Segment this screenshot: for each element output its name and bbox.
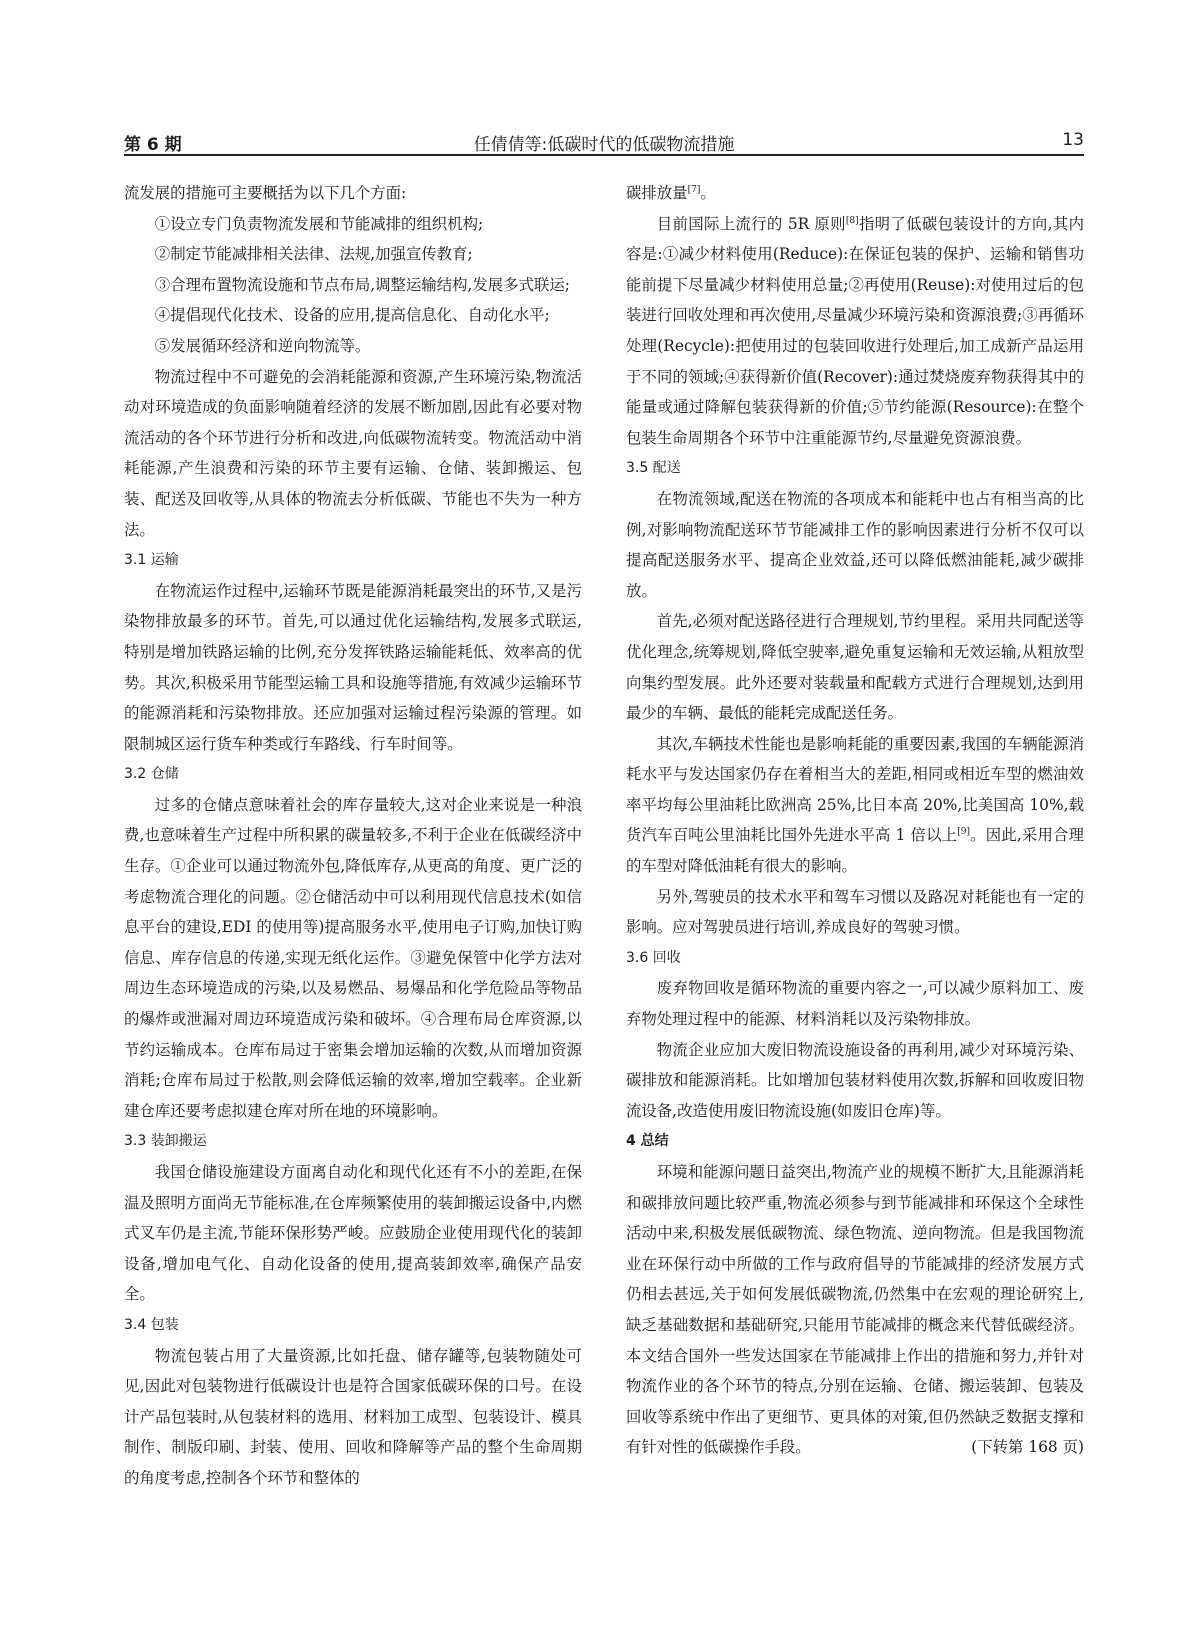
section-heading: 3.5 配送 bbox=[626, 460, 681, 477]
paragraph: 物流过程中不可避免的会消耗能源和资源,产生环境污染,物流活动对环境造成的负面影响随着经济的发展不断加剧,因此有必要对物流活动的各个环节进行分析和改进,向低碳物流转变。物流活动中消耗能源,产生浪费和污染的环节主要有运输、仓储、装卸搬运、包装、配送及回收等,从具体的物流去分析低碳、节能也不失为一种方法。 bbox=[124, 367, 582, 539]
paragraph bbox=[626, 209, 1084, 454]
citation: [8] bbox=[845, 215, 859, 226]
section-heading: 3.6 回收 bbox=[626, 949, 681, 966]
paragraph: 我国仓储设施建设方面离自动化和现代化还有不小的差距,在保温及照明方面尚无节能标准,在仓库频繁使用的装卸搬运设备中,内燃式叉车仍是主流,节能环保形势严峻。应鼓励企业使用现代化的装卸设备,增加电气化、自动化设备的使用,提高装卸效率,确保产品安全。 bbox=[124, 1163, 582, 1304]
paragraph: 在物流运作过程中,运输环节既是能源消耗最突出的环节,又是污染物排放最多的环节。首先,可以通过优化运输结构,发展多式联运,特别是增加铁路运输的比例,充分发挥铁路运输能耗低、效率高的优势。其次,积极采用节能型运输工具和设施等措施,有效减少运输环节的能源消耗和污染物排放。还应加强对运输过程污染源的管理。如限制城区运行货车种类或行车路线、行车时间等。 bbox=[124, 581, 582, 753]
list-item: ③合理布置物流设施和节点布局,调整运输结构,发展多式联运; bbox=[154, 275, 570, 294]
section-heading: 3.2 仓储 bbox=[124, 766, 179, 783]
paragraph bbox=[626, 1157, 1084, 1463]
continuation-note: (下转第 168 页) bbox=[971, 1438, 1084, 1457]
section-heading bbox=[626, 1126, 1084, 1157]
list-item: ①设立专门负责物流发展和节能减排的组织机构; bbox=[154, 214, 484, 233]
section-heading: 3.3 装卸搬运 bbox=[124, 1133, 207, 1150]
list-item: ⑤发展循环经济和逆向物流等。 bbox=[154, 336, 371, 355]
paragraph: 流发展的措施可主要概括为以下几个方面: bbox=[124, 184, 407, 202]
paragraph: 物流企业应加大废旧物流设施设备的再利用,减少对环境污染、碳排放和能源消耗。比如增加包装材料使用次数,拆解和回收废旧物流设备,改造使用废旧物流设施(如废旧仓库)等。 bbox=[626, 1040, 1084, 1120]
paragraph: 在物流领域,配送在物流的各项成本和能耗中也占有相当高的比例,对影响物流配送环节节能减排工作的影响因素进行分析不仅可以提高配送服务水平、提高企业效益,还可以降低燃油能耗,减少碳排放。 bbox=[626, 489, 1084, 600]
citation: [9] bbox=[957, 827, 970, 838]
issue-number: 第 6 期 bbox=[124, 135, 182, 155]
paragraph: 过多的仓储点意味着社会的库存量较大,这对企业来说是一种浪费,也意味着生产过程中所积累的碳量较多,不利于企业在低碳经济中生存。①企业可以通过物流外包,降低库存,从更高的角度、更广泛的考虑物流合理化的问题。②仓储活动中可以利用现代信息技术(如信息平台的建设,EDI 的使用等)提高服务水平,使用电子订购,加快订购信息、库存信息的传递,实现无纸化运作。③避免保管中化学方法对周边生态环境造成的污染,以及易燃品、易爆品和化学危险品等物品的爆炸或泄漏对周边环境造成污染和破坏。④合理布局仓库资源,以节约运输成本。仓库布局过于密集会增加运输的次数,从而增加资源消耗;仓库布局过于松散,则会降低运输的效率,增加空载率。企业新建仓库还要考虑拟建仓库对所在地的环境影响。 bbox=[124, 795, 582, 1120]
paragraph: 物流包装占用了大量资源,比如托盘、储存罐等,包装物随处可见,因此对包装物进行低碳设计也是符合国家低碳环保的口号。在设计产品包装时,从包装材料的选用、材料加工成型、包装设计、模具制作、制版印刷、封装、使用、回收和降解等产品的整个生命周期的角度考虑,控制各个环节和整体的 bbox=[124, 1346, 582, 1487]
paragraph: 首先,必须对配送路径进行合理规划,节约里程。采用共同配送等优化理念,统筹规划,降低空驶率,避免重复运输和无效运输,从粗放型向集约型发展。此外还要对装载量和配载方式进行合理规划,达到用最少的车辆、最低的能耗完成配送任务。 bbox=[626, 612, 1084, 723]
text: 环境和能源问题日益突出,物流产业的规模不断扩大,且能源消耗和碳排放问题比较严重,物流必须参与到节能减排和环保这个全球性活动中来,积极发展低碳物流、绿色物流、逆向物流。但是我国物流业在环保行动中所做的工作与政府倡导的节能减排的经济发展方式仍相去甚远,关于如何发展低碳物流,仍然集中在宏观的理论研究上,缺乏基础数据和基础研究,只能用节能减排的概念来代替低碳经济。本文结合国外一些发达国家在节能减排上作出的措施和努力,并针对物流作业的各个环节的特点,分别在运输、仓储、搬运装卸、包装及回收等系统中作出了更细节、更具体的对策,但仍然缺乏数据支撑和有针对性的低碳操作手段。 bbox=[626, 1163, 1084, 1457]
section-heading: 3.4 包装 bbox=[124, 1316, 179, 1333]
list-item: ④提倡现代化技术、设备的应用,提高信息化、自动化水平; bbox=[154, 306, 550, 325]
text: 目前国际上流行的 5R 原则 bbox=[656, 214, 846, 233]
section-title: 4 总结 bbox=[626, 1133, 669, 1150]
paragraph: 废弃物回收是循环物流的重要内容之一,可以减少原料加工、废弃物处理过程中的能源、材料消耗以及污染物排放。 bbox=[626, 979, 1084, 1029]
text: 其次,车辆技术性能也是影响耗能的重要因素,我国的车辆能源消耗水平与发达国家仍存在着相当大的差距,相同或相近车型的燃油效率平均每公里油耗比欧洲高 25%,比日本高 20%,比美国高 10%,载货汽车百吨公里油耗比国外先进水平高 1 倍以上 bbox=[626, 734, 1084, 845]
paragraph bbox=[626, 729, 1084, 882]
list-item: ②制定节能减排相关法律、法规,加强宣传教育; bbox=[154, 245, 473, 264]
paragraph bbox=[626, 178, 1084, 209]
right-column bbox=[626, 178, 1084, 1463]
page-number: 13 bbox=[1062, 130, 1084, 150]
citation: [7] bbox=[687, 184, 701, 195]
section-heading: 3.1 运输 bbox=[124, 552, 179, 569]
text: 。 bbox=[700, 184, 716, 202]
running-header bbox=[124, 128, 1084, 155]
text: 。因此,采用合理的车型对降低油耗有很大的影响。 bbox=[626, 826, 1084, 876]
running-title: 任倩倩等:低碳时代的低碳物流措施 bbox=[473, 135, 735, 155]
left-column bbox=[124, 178, 582, 1494]
paragraph: 另外,驾驶员的技术水平和驾车习惯以及路况对耗能也有一定的影响。应对驾驶员进行培训,养成良好的驾驶习惯。 bbox=[626, 887, 1084, 937]
text: 指明了低碳包装设计的方向,其内容是:①减少材料使用(Reduce):在保证包装的保护、运输和销售功能前提下尽量减少材料使用总量;②再使用(Reuse):对使用过后的包装进行回收处理和再次使用,尽量减少环境污染和资源浪费;③再循环处理(Recycle):把使用过的包装回收进行处理后,加工成新产品运用于不同的领域;④获得新价值(Recover):通过焚烧废弃物获得其中的能量或通过降解包装获得新的价值;⑤节约能源(Resource):在整个包装生命周期各个环节中注重能源节约,尽量避免资源浪费。 bbox=[626, 214, 1084, 447]
header-rule bbox=[124, 154, 1084, 156]
text: 碳排放量 bbox=[626, 184, 688, 202]
